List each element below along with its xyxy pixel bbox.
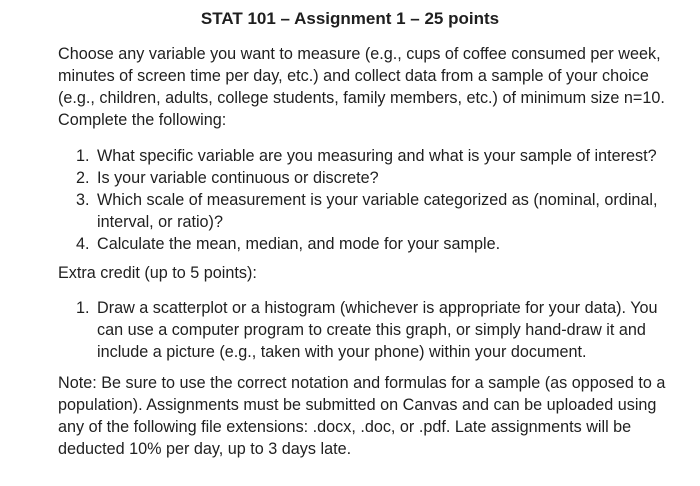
list-item xyxy=(76,145,684,167)
list-item xyxy=(76,297,684,363)
list-item-text: Draw a scatterplot or a histogram (whichever is appropriate for your data). You can use a computer program to create this graph, or simply hand-draw it and include a picture (e.g., taken with your phone) within your document. xyxy=(97,299,658,361)
list-item-number: 3. xyxy=(76,191,90,209)
list-item-number: 4. xyxy=(76,235,90,253)
list-item xyxy=(76,233,684,255)
list-item-text: What specific variable are you measuring and what is your sample of interest? xyxy=(97,147,657,165)
list-item xyxy=(76,167,684,189)
list-item-text: Calculate the mean, median, and mode for your sample. xyxy=(97,235,501,253)
extra-credit-list xyxy=(76,297,684,363)
document-title: STAT 101 – Assignment 1 – 25 points xyxy=(200,9,500,28)
list-item-number: 1. xyxy=(76,147,90,165)
list-item-number: 2. xyxy=(76,169,90,187)
list-item-text: Which scale of measurement is your variable categorized as (nominal, ordinal, interval, or ratio)? xyxy=(97,191,658,231)
intro-paragraph: Choose any variable you want to measure (e.g., cups of coffee consumed per week, minutes of screen time per day, etc.) and collect data from a sample of your choice (e.g., children, adults, college students, family members, etc.) of minimum size n=10. Complete the following: xyxy=(58,45,665,129)
extra-credit-heading: Extra credit (up to 5 points): xyxy=(58,264,257,282)
list-item xyxy=(76,189,684,233)
list-item-number: 1. xyxy=(76,299,90,317)
task-list xyxy=(76,145,684,255)
list-item-text: Is your variable continuous or discrete? xyxy=(97,169,379,187)
note-paragraph: Note: Be sure to use the correct notation and formulas for a sample (as opposed to a population). Assignments must be submitted on Canvas and can be uploaded using any of the following file extensions: .docx, .doc, or .pdf. Late assignments will be deducted 10% per day, up to 3 days late. xyxy=(58,374,666,458)
